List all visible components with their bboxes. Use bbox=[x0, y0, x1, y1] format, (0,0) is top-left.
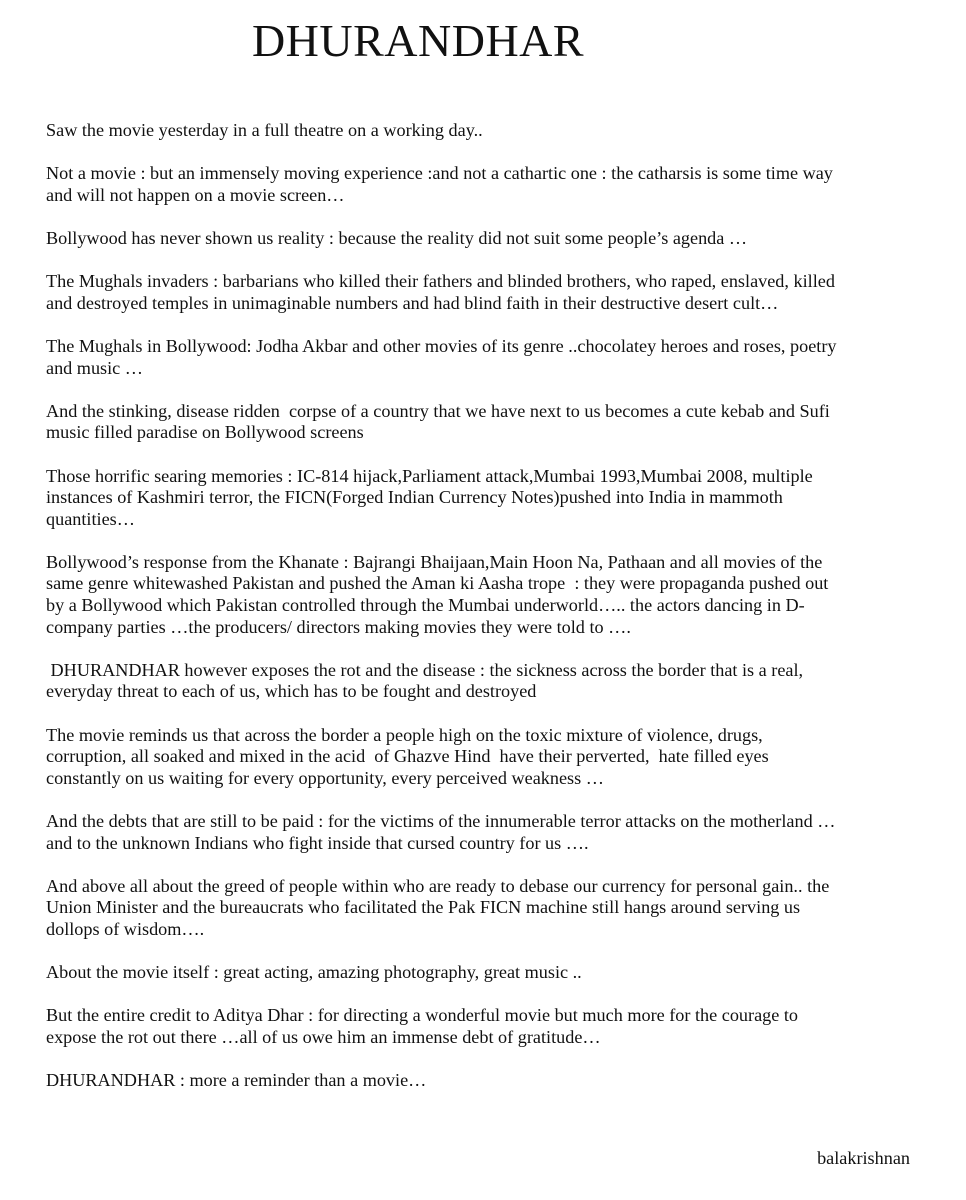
paragraph-line: About the movie itself : great acting, amazing photography, great music .. bbox=[46, 962, 582, 983]
paragraph-line: The Mughals in Bollywood: Jodha Akbar and other movies of its genre ..chocolatey heroes and roses, poetry bbox=[46, 335, 837, 356]
paragraph bbox=[46, 336, 926, 379]
paragraph-line: And the debts that are still to be paid : for the victims of the innumerable terror attacks on the motherland … bbox=[46, 811, 836, 831]
paragraph-line: quantities… bbox=[46, 508, 135, 529]
author-signature: balakrishnan bbox=[817, 1148, 910, 1168]
paragraph-line: instances of Kashmiri terror, the FICN(Forged Indian Currency Notes)pushed into India in mammoth bbox=[46, 487, 783, 508]
paragraph-line: But the entire credit to Aditya Dhar : for directing a wonderful movie but much more for the courage to bbox=[46, 1005, 799, 1026]
paragraph-line: Saw the movie yesterday in a full theatre on a working day.. bbox=[46, 120, 483, 140]
paragraph-line: DHURANDHAR : more a reminder than a movie… bbox=[46, 1070, 427, 1091]
paragraph-line: The Mughals invaders : barbarians who killed their fathers and blinded brothers, who raped, enslaved, killed bbox=[46, 271, 835, 292]
paragraph-line: DHURANDHAR however exposes the rot and the disease : the sickness across the border that is a real, bbox=[46, 659, 804, 680]
document-title: DHURANDHAR bbox=[251, 15, 585, 66]
paragraph-line: And above all about the greed of people within who are ready to debase our currency for personal gain.. the bbox=[46, 875, 830, 896]
paragraph-line: expose the rot out there …all of us owe him an immense debt of gratitude… bbox=[46, 1026, 601, 1047]
paragraph bbox=[46, 1005, 926, 1048]
paragraph bbox=[46, 962, 926, 984]
paragraph-line: everyday threat to each of us, which has to be fought and destroyed bbox=[46, 681, 537, 702]
paragraph-line: and music … bbox=[46, 357, 143, 378]
paragraph-line: corruption, all soaked and mixed in the acid of Ghazve Hind have their perverted, hate filled eyes bbox=[46, 746, 769, 767]
paragraph bbox=[46, 228, 926, 250]
paragraph bbox=[46, 552, 926, 638]
paragraph-line: and destroyed temples in unimaginable numbers and had blind faith in their destructive desert cult… bbox=[46, 292, 779, 313]
paragraph bbox=[46, 120, 926, 142]
paragraph bbox=[46, 466, 926, 531]
paragraph-line: And the stinking, disease ridden corpse of a country that we have next to us becomes a cute kebab and Sufi bbox=[46, 400, 830, 421]
paragraph-line: company parties …the producers/ directors making movies they were told to …. bbox=[46, 616, 631, 637]
paragraph-line: Union Minister and the bureaucrats who facilitated the Pak FICN machine still hangs around serving us bbox=[46, 897, 801, 918]
paragraph-line: Bollywood’s response from the Khanate : Bajrangi Bhaijaan,Main Hoon Na, Pathaan and all movies of the bbox=[46, 551, 823, 572]
paragraph-line: Bollywood has never shown us reality : because the reality did not suit some people’s agenda … bbox=[46, 227, 748, 248]
paragraph bbox=[46, 163, 926, 206]
paragraph bbox=[46, 271, 926, 314]
paragraph bbox=[46, 401, 926, 444]
paragraph-line: The movie reminds us that across the border a people high on the toxic mixture of violence, drugs, bbox=[46, 724, 763, 745]
paragraph-line: music filled paradise on Bollywood screens bbox=[46, 422, 364, 443]
paragraph-line: by a Bollywood which Pakistan controlled through the Mumbai underworld….. the actors dancing in D- bbox=[46, 595, 805, 616]
paragraph bbox=[46, 1070, 926, 1092]
paragraph-line: same genre whitewashed Pakistan and pushed the Aman ki Aasha trope : they were propaganda pushed out bbox=[46, 573, 829, 594]
paragraph bbox=[46, 725, 926, 790]
paragraph-line: Not a movie : but an immensely moving experience :and not a cathartic one : the catharsis is some time way bbox=[46, 163, 833, 184]
paragraph-line: constantly on us waiting for every opportunity, every perceived weakness … bbox=[46, 767, 604, 788]
paragraph-line: and will not happen on a movie screen… bbox=[46, 184, 345, 205]
paragraph-line: and to the unknown Indians who fight inside that cursed country for us …. bbox=[46, 832, 589, 853]
paragraph bbox=[46, 811, 926, 854]
paragraph-line: dollops of wisdom…. bbox=[46, 918, 205, 939]
paragraph bbox=[46, 660, 926, 703]
paragraph bbox=[46, 876, 926, 941]
paragraph-line: Those horrific searing memories : IC-814 hijack,Parliament attack,Mumbai 1993,Mumbai 2008, multiple bbox=[46, 465, 813, 486]
document-body bbox=[46, 120, 926, 1113]
